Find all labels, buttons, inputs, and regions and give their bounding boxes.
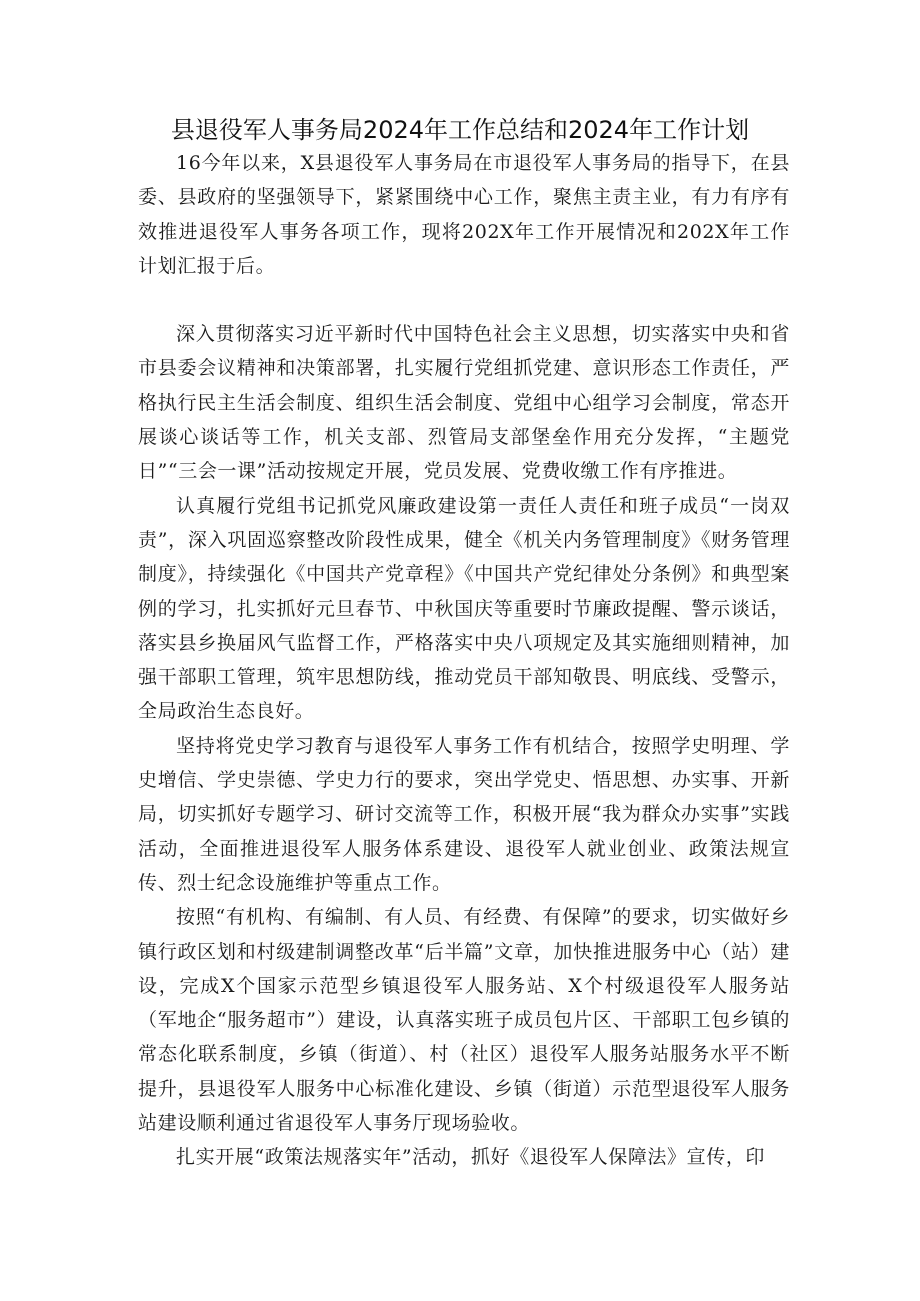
- paragraph-party-history: 坚持将党史学习教育与退役军人事务工作有机结合，按照学史明理、学史增信、学史崇德、学史力行的要求，突出学党史、悟思想、办实事、开新局，切实抓好专题学习、研讨交流等工作，积极开展“我为群众办实事”实践活动，全面推进退役军人服务体系建设、退役军人就业创业、政策法规宣传、烈士纪念设施维护等重点工作。: [138, 734, 790, 894]
- paragraph-clean-governance: 认真履行党组书记抓党风廉政建设第一责任人责任和班子成员“一岗双责”，深入巩固巡察整改阶段性成果，健全《机关内务管理制度》《财务管理制度》，持续强化《中国共产党章程》《中国共产党纪律处分条例》和典型案例的学习，扎实抓好元旦春节、中秋国庆等重要时节廉政提醒、警示谈话，落实县乡换届风气监督工作，严格落实中央八项规定及其实施细则精神，加强干部职工管理，筑牢思想防线，推动党员干部知敬畏、明底线、受警示，全局政治生态良好。: [138, 494, 790, 723]
- paragraph-policy-law: 扎实开展“政策法规落实年”活动，抓好《退役军人保障法》宣传，印: [176, 1146, 766, 1169]
- document-title: 县退役军人事务局2024年工作总结和2024年工作计划: [170, 116, 750, 144]
- paragraph-party-building: 深入贯彻落实习近平新时代中国特色社会主义思想，切实落实中央和省市县委会议精神和决策部署，扎实履行党组抓党建、意识形态工作责任，严格执行民主生活会制度、组织生活会制度、党组中心组学习会制度，常态开展谈心谈话等工作，机关支部、烈管局支部堡垒作用充分发挥，“主题党日”“三会一课”活动按规定开展，党员发展、党费收缴工作有序推进。: [138, 323, 790, 483]
- document-body: [138, 146, 790, 1175]
- paragraph-intro: 16今年以来，X县退役军人事务局在市退役军人事务局的指导下，在县委、县政府的坚强领导下，紧紧围绕中心工作，聚焦主责主业，有力有序有效推进退役军人事务各项工作，现将202X年工作开展情况和202X年工作计划汇报于后。: [138, 152, 790, 277]
- paragraph-service-system: 按照“有机构、有编制、有人员、有经费、有保障”的要求，切实做好乡镇行政区划和村级建制调整改革“后半篇”文章，加快推进服务中心（站）建设，完成X个国家示范型乡镇退役军人服务站、X个村级退役军人服务站（军地企“服务超市”）建设，认真落实班子成员包片区、干部职工包乡镇的常态化联系制度，乡镇（街道）、村（社区）退役军人服务站服务水平不断提升，县退役军人服务中心标准化建设、乡镇（街道）示范型退役军人服务站建设顺利通过省退役军人事务厅现场验收。: [138, 906, 790, 1135]
